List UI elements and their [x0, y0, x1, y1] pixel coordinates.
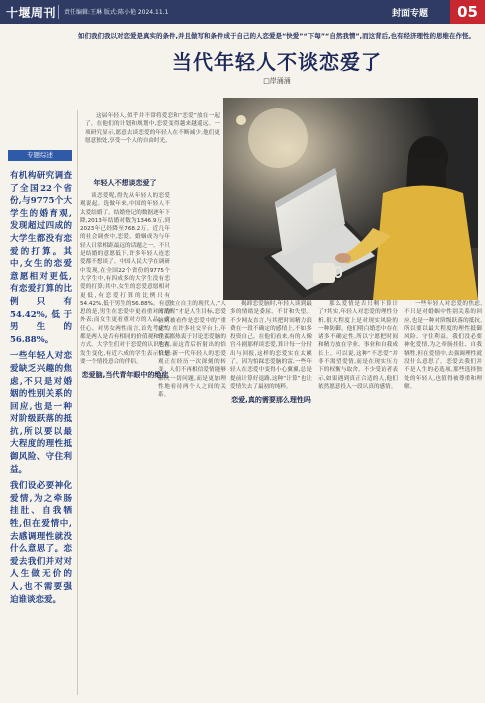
article-column-5 [404, 300, 482, 695]
article-column-2 [158, 300, 226, 695]
sidebar-paragraph: 一些年轻人对恋爱缺乏兴趣的焦虑,不只是对婚姻的性别关系的回应,也是一种对阶级跃落的抵抗,所以要以最大程度的理性抵御风险、守住利益。 [10, 351, 72, 475]
lead-paragraph: 如们我们我以对恋爱是真实的条件,并且做写和条件成于自己的人恋爱是“快爱”“下每”“自然我情”,而这背后,也有经济理性的思维在作怪。 [78, 32, 476, 40]
column-paragraph: 揭卸恋爱脑时,年轻人谈到最多的情绪是委屈、不甘和失望。不少网友直言,与其把时间精力浪费在一段不确定的感情上,不如多投资自己。在他们看来,有的人像宫斗剧那样谈恋爱,算计每一分付出与回报,这样的恋爱实在太累了。因为怕踩恋爱脑的雷,一些年轻人在恋爱中变得小心翼翼,总是提前计算好退路,这种“计算”也让爱情失去了最初的纯粹。 [230, 301, 312, 390]
woman-with-laptop-illustration [223, 98, 478, 300]
section-label: 封面专题 [392, 9, 429, 19]
subhead-1: 年轻人不想谈恋爱了 [93, 179, 157, 187]
article-photo [223, 98, 478, 300]
subhead-2: 恋爱脑,当代青年眼中的绝症 [81, 371, 169, 380]
article-column-3 [230, 300, 312, 695]
sidebar-text [10, 170, 72, 610]
sidebar [4, 150, 72, 695]
masthead-divider [58, 5, 59, 19]
column-divider [77, 110, 78, 695]
column-paragraph: 那么爱情是否只剩下算计了?其实,年轻人对恋爱的理性分析,很大程度上是对现实风险的一种防御。他们明白婚恋中存在诸多不确定性,所以宁愿把时间和精力放在学业、事业和自我成长上。可以说,这种“不恋爱”并非不渴望爱情,而是在现实压力下的权衡与取舍。不少受访者表示,如果遇到真正合适的人,他们依然愿意投入一段认真的感情。 [318, 301, 398, 390]
sidebar-paragraph: 我们设必要神化爱情,为之牵肠挂肚、自我牺牲,但在爱情中,去感调理性就没什么意思了。恋爱去我们并对对人生做无价的人,也不需要强迫谁谈恋爱。 [10, 481, 72, 605]
intro-paragraph: 这届年轻人,似乎并不常将爱恋和“恋爱”放在一起了。在他们的计划和规划中,恋爱变得越来越遥远。一项研究显示,愿意去谈恋爱的年轻人在不断减少,他们更愿意独处,享受一个人的自由时光。 [85, 113, 220, 144]
byline: □岸涌涌 [263, 77, 291, 85]
article-column-4 [318, 300, 398, 695]
column-paragraph: 一些年轻人对恋爱的焦虑,不只是对婚姻中性别关系的回应,也是一种对阶级跃落的抵抗,所以要以最大程度的理性抵御风险、守住利益。我们没必要神化爱情,为之牵肠挂肚、自我牺牲,但在爱情中,去强调理性就没什么意思了。恋爱去我们并不是人生的必选项,那些选择独处的年轻人,也值得被尊重和理解。 [404, 301, 482, 390]
subhead-3: 恋爱,真的需要那么理性吗 [231, 396, 311, 405]
editor-credits: 责任编辑:王琳 版式:陈小艳 2024.11.1 [64, 9, 169, 16]
masthead: 十堰周刊 [6, 6, 57, 20]
column-paragraph: 谈恋爱呢,得先从年轻人的恋爱观说起。选做年来,中国的年轻人不太爱结婚了。结婚登记的数据逐年下降,2013年结婚对数为1346.9万,到2023年已经降至768.2万。近几年的社会调查中,恋爱、婚姻成为与年轻人日常相距最远的话题之一。不只是结婚的意愿低下,许多年轻人连恋爱都不想谈了。中国人民大学在调研中发现,在全国22个省份的9775个大学生中,有四成多的大学生没有恋爱的打算;其中,女生的恋爱意愿相对更低,有恋爱打算的比例只有54.42%,低于男生的56.88%。有意思的是,男生在恋爱中更看重对方的外表;而女生更看重对方的人品、责任心。对男女两性而言,首先考虑的都是两人是否有相同的价值观和生活方式。大学生们对于恋爱的认识也在发生变化,有近六成的学生表示只想要一个情投意合的伴侣。 [80, 193, 170, 365]
page-number: 05 [450, 0, 485, 24]
headline: 当代年轻人不谈恋爱了 [172, 50, 382, 74]
sidebar-tag: 专题综述 [8, 150, 72, 161]
sidebar-paragraph: 有机构研究调查了全国22个省份,与9775个大学生的婚育观,发现超过四成的大学生都没有恋爱的打算。其中,女生的恋爱意愿相对更低,有恋爱打算的比例只有54.42%,低于男生的56.88%。 [10, 171, 72, 345]
column-paragraph: 独立自主的现代人,“人间清醒”才是人生目标,恋爱脑则被看作是恋爱中的“重症”。在许多社交平台上,年轻人都热衷于讨论恋爱脑的危害,而这背后折射出的恰恰是:新一代年轻人的恋爱观正在经历一次深刻的转变。人们不再相信爱情能够解决一切问题,而是更加理性地看待两个人之间的关系。 [158, 301, 226, 399]
article-column-1 [80, 140, 170, 700]
